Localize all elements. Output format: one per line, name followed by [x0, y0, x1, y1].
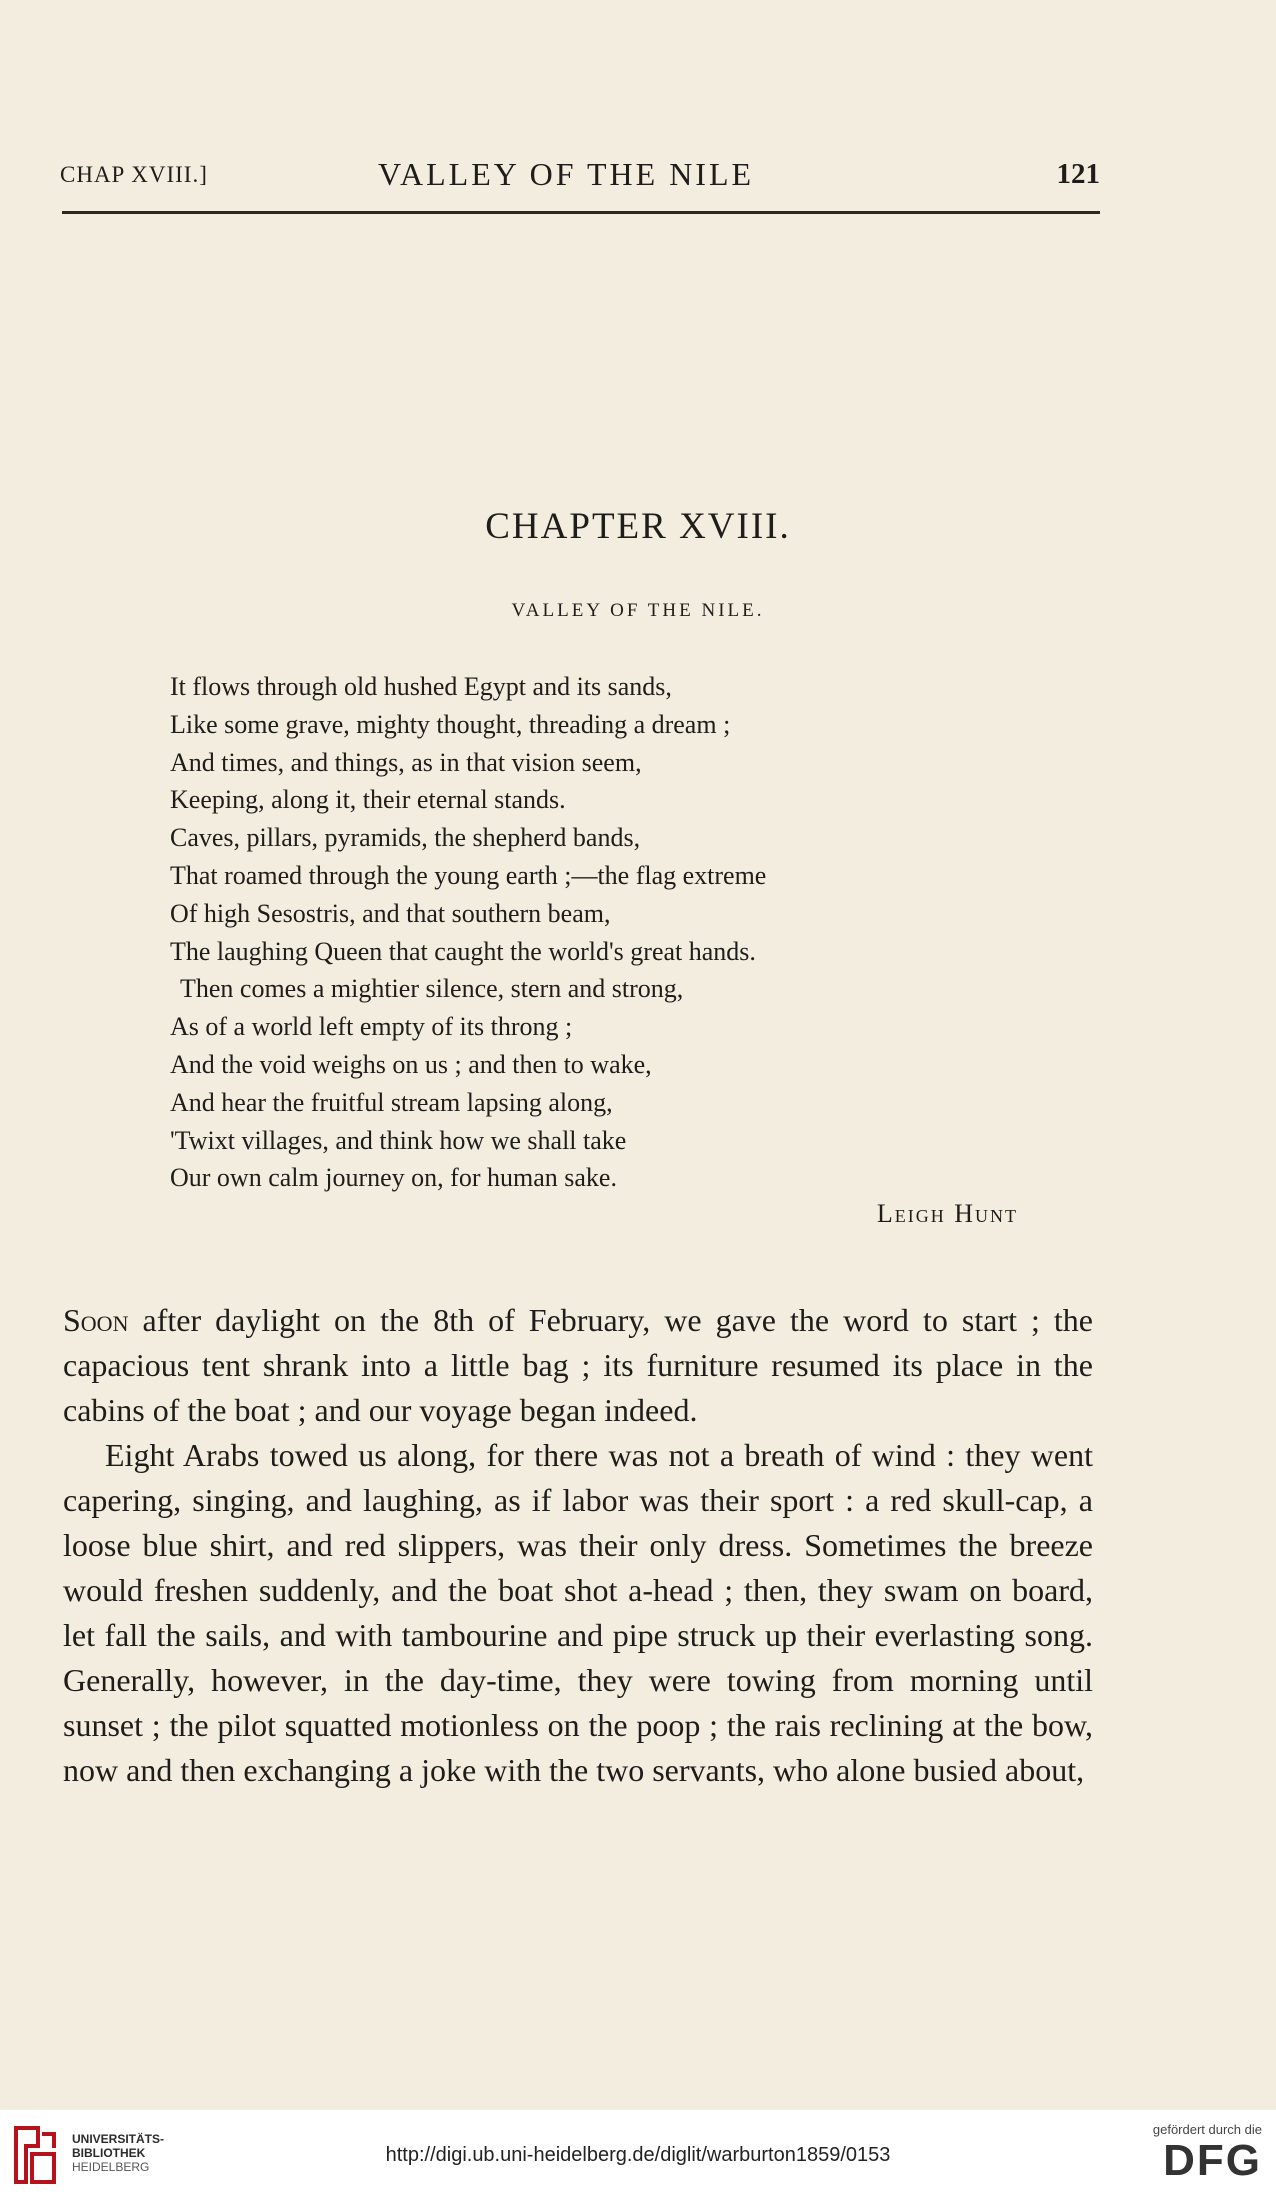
poem-line: Our own calm journey on, for human sake.	[170, 1163, 617, 1193]
poem-line: Like some grave, mighty thought, threading a dream ;	[170, 709, 731, 739]
body-text	[63, 1298, 1093, 1793]
poem-line: As of a world left empty of its throng ;	[170, 1012, 573, 1042]
page-number: 121	[1056, 158, 1100, 190]
chapter-reference: CHAP XVIII.]	[60, 162, 208, 187]
source-url[interactable]: http://digi.ub.uni-heidelberg.de/diglit/warburton1859/0153	[385, 2144, 891, 2166]
paragraph: Eight Arabs towed us along, for there was not a breath of wind : they went capering, singing, and laughing, as if labor was their sport : a red skull-cap, a loose blue shirt, and red slippers, was their only dress. Sometimes the breeze would freshen suddenly, and the boat shot a-head ; then, they swam on board, let fall the sails, and with tambourine and pipe struck up their everlasting song. Generally, however, in the day-time, they were towing from morning until sunset ; the pilot squatted motionless on the poop ; the rais reclining at the bow, now and then exchanging a joke with the two servants, who alone busied about,	[63, 1437, 1093, 1788]
paragraph-text: after daylight on the 8th of February, we gave the word to start ; the capacious tent shrank into a little bag ; its furniture resumed its place in the cabins of the boat ; and our voyage began indeed.	[63, 1302, 1094, 1428]
poem-attribution: Leigh Hunt	[876, 1199, 1018, 1228]
paragraph	[63, 1298, 1093, 1433]
poem-line: And times, and things, as in that vision seem,	[170, 747, 642, 777]
opening-word: Soon	[63, 1302, 129, 1338]
poem-line: And hear the fruitful stream lapsing along,	[170, 1087, 613, 1117]
sponsor-block	[1153, 2122, 1262, 2185]
digitization-footer	[0, 2110, 1276, 2201]
poem-line: Caves, pillars, pyramids, the shepherd bands,	[170, 823, 641, 853]
running-header	[60, 156, 1100, 196]
institution-name: UNIVERSITÄTS- BIBLIOTHEK HEIDELBERG	[72, 2132, 165, 2174]
dfg-logo: DFG	[1163, 2136, 1262, 2185]
header-rule	[62, 211, 1100, 214]
poem-line: Keeping, along it, their eternal stands.	[170, 785, 566, 815]
poem-line: And the void weighs on us ; and then to wake,	[170, 1049, 652, 1079]
epigraph-poem	[170, 668, 1030, 1197]
running-title: VALLEY OF THE NILE	[378, 156, 755, 192]
chapter-subtitle: VALLEY OF THE NILE.	[511, 600, 765, 621]
poem-line: 'Twixt villages, and think how we shall take	[170, 1125, 627, 1155]
chapter-title: CHAPTER XVIII.	[485, 506, 791, 547]
sponsor-caption: gefördert durch die	[1152, 2122, 1262, 2137]
poem-line: It flows through old hushed Egypt and its sands,	[170, 672, 672, 701]
poem-line: The laughing Queen that caught the world's great hands.	[170, 936, 756, 966]
poem-line: Of high Sesostris, and that southern beam,	[170, 898, 611, 928]
poem-line: Then comes a mightier silence, stern and strong,	[180, 974, 684, 1004]
poem-line: That roamed through the young earth ;—the flag extreme	[170, 860, 767, 890]
